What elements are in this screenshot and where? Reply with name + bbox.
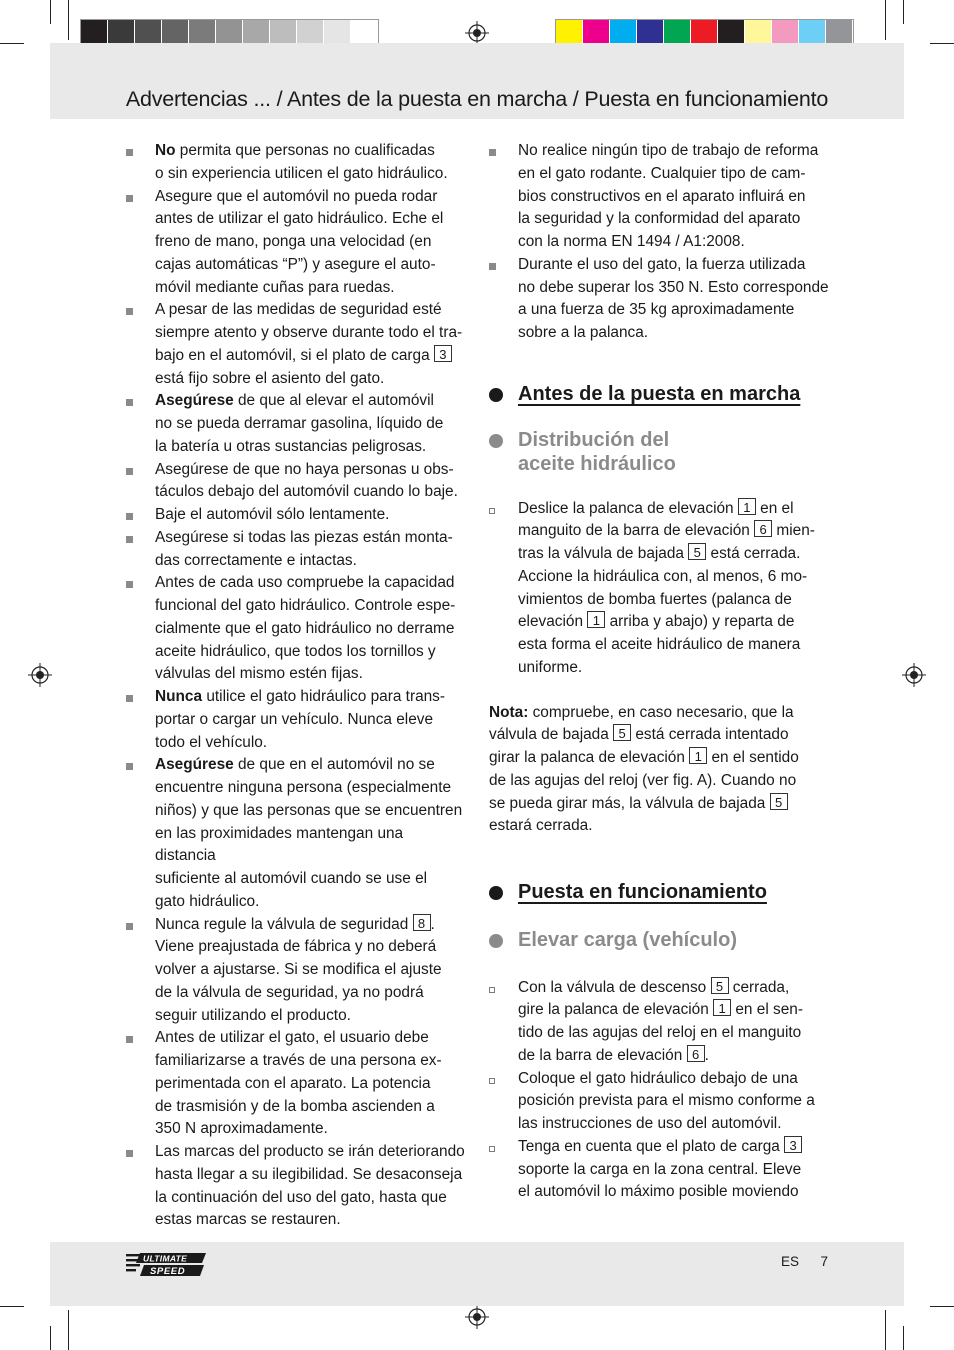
crop-mark bbox=[68, 1310, 69, 1350]
square-bullet-icon bbox=[126, 308, 133, 315]
square-bullet-icon bbox=[126, 468, 133, 475]
square-bullet-icon bbox=[126, 536, 133, 543]
step-item: Coloque el gato hidráulico debajo de una posición prevista para el mismo conforme a las instrucciones de uso del automóvil. bbox=[489, 1068, 829, 1136]
part-ref: 5 bbox=[711, 977, 729, 994]
warning-item: Asegúrese si todas las piezas están monta- das correctamente e intactas. bbox=[126, 527, 466, 573]
section-heading bbox=[489, 880, 829, 906]
registration-mark-icon bbox=[28, 663, 52, 687]
crop-mark bbox=[50, 0, 51, 24]
part-ref: 6 bbox=[687, 1045, 705, 1062]
square-bullet-icon bbox=[126, 763, 133, 770]
subsection-bullet-icon bbox=[489, 934, 503, 948]
square-bullet-icon bbox=[489, 263, 496, 270]
section-title: Antes de la puesta en marcha bbox=[518, 382, 801, 405]
square-bullet-icon bbox=[126, 513, 133, 520]
square-bullet-icon bbox=[489, 149, 496, 156]
page-header bbox=[50, 43, 904, 119]
subsection-bullet-icon bbox=[489, 434, 503, 448]
warning-item: Baje el automóvil sólo lentamente. bbox=[126, 504, 466, 527]
warning-item: A pesar de las medidas de seguridad esté siempre atento y observe durante todo el tra- bajo en el automóvil, si el plato de carga 3 está fijo sobre el asiento del gato. bbox=[126, 299, 466, 390]
page-footer bbox=[50, 1242, 904, 1306]
warning-item: No realice ningún tipo de trabajo de reforma en el gato rodante. Cualquier tipo de cam- bios constructivos en el aparato influirá en la seguridad y la conformidad del aparato con la norma EN 1494 / A1:2008. bbox=[489, 140, 829, 254]
registration-mark-icon bbox=[465, 21, 489, 45]
registration-mark-icon bbox=[902, 663, 926, 687]
part-ref: 5 bbox=[688, 543, 706, 560]
warning-item: Las marcas del producto se irán deteriorando hasta llegar a su ilegibilidad. Se desaconseja la continuación del uso del gato, hasta que estas marcas se restauren. bbox=[126, 1141, 466, 1232]
right-column bbox=[489, 140, 829, 1204]
subsection-heading bbox=[489, 428, 829, 476]
section-bullet-icon bbox=[489, 388, 503, 402]
crop-mark bbox=[930, 43, 954, 44]
crop-mark bbox=[903, 0, 904, 24]
part-ref: 5 bbox=[770, 793, 788, 810]
part-ref: 6 bbox=[754, 520, 772, 537]
warning-item: Antes de utilizar el gato, el usuario debe familiarizarse a través de una persona ex- perimentada con el aparato. La potencia de trasmisión y de la bomba ascienden a 350 N aproximadamente. bbox=[126, 1027, 466, 1141]
warning-item: Asegúrese de que al elevar el automóvil no se pueda derramar gasolina, líquido de la batería u otras sustancias peligrosas. bbox=[126, 390, 466, 458]
warning-item: Asegúrese de que no haya personas u obs- táculos debajo del automóvil cuando lo baje. bbox=[126, 459, 466, 505]
step-item: Con la válvula de descenso 5 cerrada, gire la palanca de elevación 1 en el sen- tido de las agujas del reloj en el manguito de la barra de elevación 6 . bbox=[489, 977, 829, 1068]
part-ref: 5 bbox=[613, 724, 631, 741]
part-ref: 3 bbox=[434, 345, 452, 362]
page-number: 7 bbox=[820, 1254, 828, 1269]
square-bullet-icon bbox=[126, 581, 133, 588]
part-ref: 8 bbox=[413, 914, 431, 931]
section-heading bbox=[489, 382, 829, 408]
crop-mark bbox=[0, 1306, 24, 1307]
warning-item: Asegure que el automóvil no pueda rodar antes de utilizar el gato hidráulico. Eche el freno de mano, ponga una velocidad (en cajas automáticas “P”) y asegure el auto- móvil mediante cuñas para ruedas. bbox=[126, 186, 466, 300]
warning-item: Antes de cada uso compruebe la capacidad funcional del gato hidráulico. Controle espe- cialmente que el gato hidráulico no derrame aceite hidráulico, que todos los tornillos y válvulas del mismo estén fijas. bbox=[126, 572, 466, 686]
registration-mark-icon bbox=[465, 1305, 489, 1329]
square-bullet-icon bbox=[126, 149, 133, 156]
crop-mark bbox=[68, 0, 69, 40]
crop-mark bbox=[930, 1306, 954, 1307]
square-bullet-icon bbox=[126, 1036, 133, 1043]
page-meta bbox=[781, 1254, 828, 1269]
subsection-title: Elevar carga (vehículo) bbox=[518, 928, 737, 951]
part-ref: 1 bbox=[713, 999, 731, 1016]
square-bullet-icon bbox=[126, 1150, 133, 1157]
warning-item: Nunca utilice el gato hidráulico para trans- portar o cargar un vehículo. Nunca eleve todo el vehículo. bbox=[126, 686, 466, 754]
step-item: Deslice la palanca de elevación 1 en el manguito de la barra de elevación 6 mien- tras la válvula de bajada 5 está cerrada. Accione la hidráulica con, al menos, 6 mo- vimientos de bomba fuertes (palanca de elevación 1 arriba y abajo) y reparta de esta forma el aceite hidráulico de manera uniforme. bbox=[489, 498, 829, 680]
step-checkbox-icon bbox=[489, 508, 495, 514]
svg-text:ULTIMATE: ULTIMATE bbox=[143, 1253, 188, 1264]
part-ref: 3 bbox=[784, 1136, 802, 1153]
square-bullet-icon bbox=[126, 695, 133, 702]
step-checkbox-icon bbox=[489, 1078, 495, 1084]
ultimate-speed-logo bbox=[126, 1252, 212, 1278]
crop-mark bbox=[885, 1310, 886, 1350]
crop-mark bbox=[0, 43, 24, 44]
part-ref: 1 bbox=[738, 498, 756, 515]
svg-text:SPEED: SPEED bbox=[150, 1266, 186, 1277]
crop-mark bbox=[50, 1326, 51, 1350]
note-paragraph: Nota: compruebe, en caso necesario, que la válvula de bajada 5 está cerrada intentado girar la palanca de elevación 1 en el sentido de las agujas del reloj (ver fig. A). Cuando no se pueda girar más, la válvula de bajada 5 estará cerrada. bbox=[489, 703, 799, 835]
section-title: Puesta en funcionamiento bbox=[518, 881, 767, 903]
left-column bbox=[126, 140, 466, 1232]
square-bullet-icon bbox=[126, 195, 133, 202]
subsection-heading bbox=[489, 928, 829, 954]
subsection-title: aceite hidráulico bbox=[518, 452, 676, 475]
crop-mark bbox=[903, 1326, 904, 1350]
warning-item: Asegúrese de que en el automóvil no se encuentre ninguna persona (especialmente niños) y que las personas que se encuentren en las proximidades mantengan una distancia suficiente al automóvil cuando se use el gato hidráulico. bbox=[126, 754, 466, 913]
warning-item: Durante el uso del gato, la fuerza utilizada no debe superar los 350 N. Esto corresponde a una fuerza de 35 kg aproximadamente sobre a la palanca. bbox=[489, 254, 829, 345]
part-ref: 1 bbox=[587, 611, 605, 628]
section-bullet-icon bbox=[489, 886, 503, 900]
warning-item: No permita que personas no cualificadas o sin experiencia utilicen el gato hidráulico. bbox=[126, 140, 466, 186]
step-checkbox-icon bbox=[489, 1146, 495, 1152]
language-code: ES bbox=[780, 1254, 799, 1269]
crop-mark bbox=[885, 0, 886, 40]
step-checkbox-icon bbox=[489, 987, 495, 993]
warning-item: Nunca regule la válvula de seguridad 8 . Viene preajustada de fábrica y no deberá volver a ajustarse. Si se modifica el ajuste de la válvula de seguridad, ya no podrá seguir utilizando el producto. bbox=[126, 914, 466, 1028]
part-ref: 1 bbox=[689, 747, 707, 764]
step-item: Tenga en cuenta que el plato de carga 3 soporte la carga en la zona central. Eleve el automóvil lo máximo posible moviendo bbox=[489, 1136, 829, 1204]
page-title: Advertencias ... / Antes de la puesta en marcha / Puesta en funcionamiento bbox=[125, 87, 829, 111]
square-bullet-icon bbox=[126, 399, 133, 406]
subsection-title: Distribución del bbox=[518, 428, 670, 451]
square-bullet-icon bbox=[126, 923, 133, 930]
